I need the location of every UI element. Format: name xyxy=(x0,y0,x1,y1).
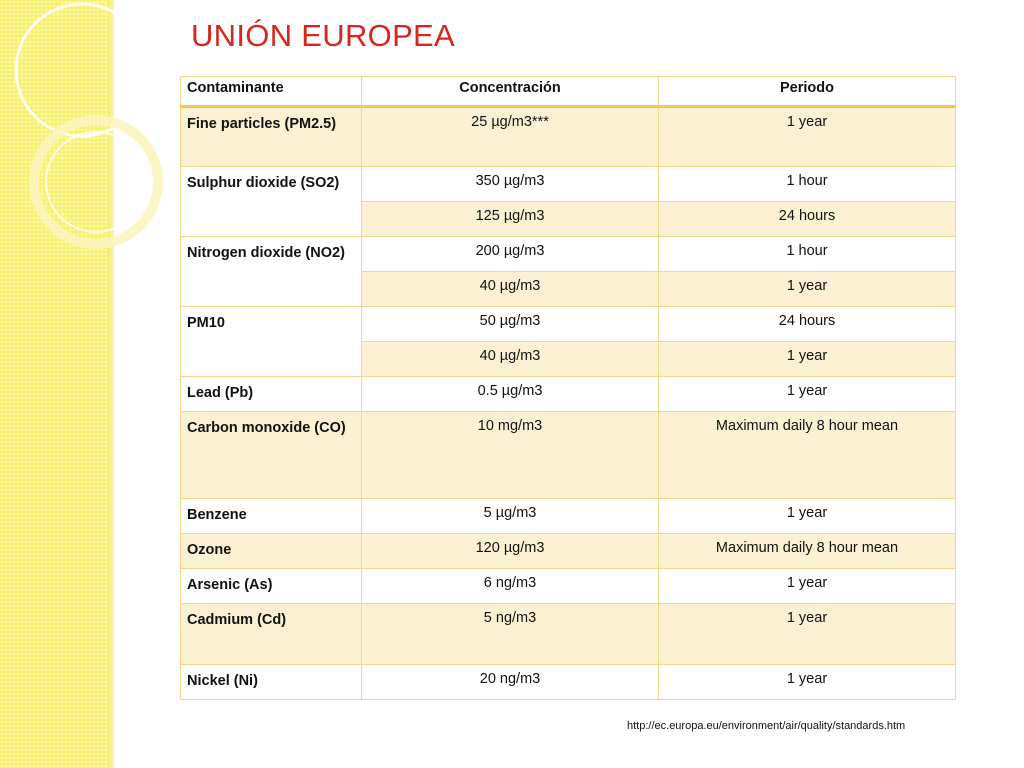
table-row xyxy=(181,569,956,604)
standards-table xyxy=(180,76,956,700)
table-row xyxy=(181,167,956,202)
concentration-cell: 10 mg/m3 xyxy=(362,412,659,499)
concentration-cell: 5 µg/m3 xyxy=(362,499,659,534)
table-row xyxy=(181,307,956,342)
decorative-circles xyxy=(0,0,200,300)
concentration-cell: 120 µg/m3 xyxy=(362,534,659,569)
table-row xyxy=(181,377,956,412)
period-cell: 1 hour xyxy=(659,237,956,272)
table-row xyxy=(181,534,956,569)
concentration-cell: 40 µg/m3 xyxy=(362,272,659,307)
period-cell: 24 hours xyxy=(659,202,956,237)
period-cell: Maximum daily 8 hour mean xyxy=(659,534,956,569)
concentration-cell: 6 ng/m3 xyxy=(362,569,659,604)
pollutant-cell: Carbon monoxide (CO) xyxy=(181,412,362,499)
concentration-cell: 20 ng/m3 xyxy=(362,665,659,700)
period-cell: 1 year xyxy=(659,377,956,412)
header-contaminante: Contaminante xyxy=(181,77,362,107)
period-cell: 1 year xyxy=(659,272,956,307)
period-cell: 1 year xyxy=(659,499,956,534)
page-title: UNIÓN EUROPEA xyxy=(191,18,455,53)
pollutant-cell: Arsenic (As) xyxy=(181,569,362,604)
period-cell: 1 year xyxy=(659,604,956,665)
table-row xyxy=(181,107,956,167)
concentration-cell: 125 µg/m3 xyxy=(362,202,659,237)
period-cell: 1 year xyxy=(659,107,956,167)
concentration-cell: 50 µg/m3 xyxy=(362,307,659,342)
table-row xyxy=(181,412,956,499)
pollutant-cell: Fine particles (PM2.5) xyxy=(181,107,362,167)
pollutant-cell: Nickel (Ni) xyxy=(181,665,362,700)
concentration-cell: 0.5 µg/m3 xyxy=(362,377,659,412)
table-row xyxy=(181,237,956,272)
period-cell: 1 year xyxy=(659,342,956,377)
header-periodo: Periodo xyxy=(659,77,956,107)
concentration-cell: 25 µg/m3*** xyxy=(362,107,659,167)
pollutant-cell: Nitrogen dioxide (NO2) xyxy=(181,237,362,307)
period-cell: Maximum daily 8 hour mean xyxy=(659,412,956,499)
deco-circle-inner xyxy=(46,132,146,232)
concentration-cell: 40 µg/m3 xyxy=(362,342,659,377)
pollutant-cell: Benzene xyxy=(181,499,362,534)
period-cell: 1 year xyxy=(659,665,956,700)
pollutant-cell: Ozone xyxy=(181,534,362,569)
deco-circle-large xyxy=(16,4,148,136)
period-cell: 1 year xyxy=(659,569,956,604)
concentration-cell: 5 ng/m3 xyxy=(362,604,659,665)
pollutant-cell: PM10 xyxy=(181,307,362,377)
pollutant-cell: Sulphur dioxide (SO2) xyxy=(181,167,362,237)
concentration-cell: 350 µg/m3 xyxy=(362,167,659,202)
source-link[interactable]: http://ec.europa.eu/environment/air/quality/standards.htm xyxy=(627,720,906,732)
period-cell: 24 hours xyxy=(659,307,956,342)
header-concentracion: Concentración xyxy=(362,77,659,107)
concentration-cell: 200 µg/m3 xyxy=(362,237,659,272)
deco-circle-thick xyxy=(34,120,158,244)
table-header-row xyxy=(181,77,956,107)
period-cell: 1 hour xyxy=(659,167,956,202)
table-row xyxy=(181,499,956,534)
pollutant-cell: Lead (Pb) xyxy=(181,377,362,412)
table-row xyxy=(181,665,956,700)
pollutant-cell: Cadmium (Cd) xyxy=(181,604,362,665)
table-row xyxy=(181,604,956,665)
